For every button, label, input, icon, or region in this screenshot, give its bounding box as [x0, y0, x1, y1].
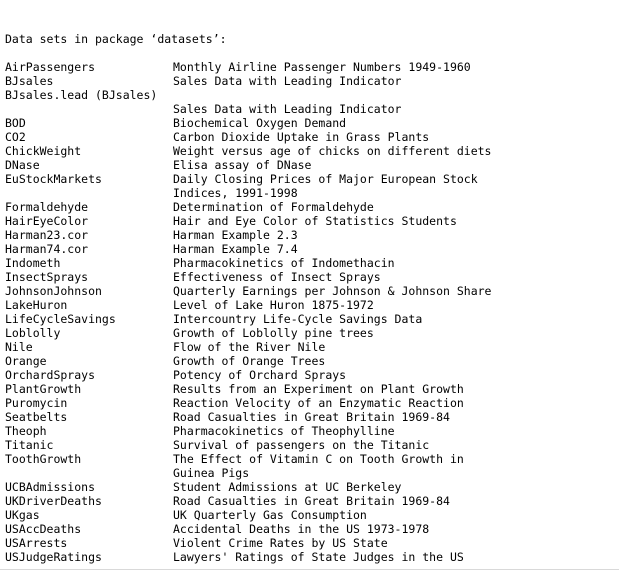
dataset-entry [5, 354, 615, 368]
dataset-entry [5, 116, 615, 130]
dataset-line [5, 354, 615, 368]
dataset-entry [5, 88, 615, 116]
dataset-line [5, 88, 615, 102]
dataset-description: Carbon Dioxide Uptake in Grass Plants [173, 130, 430, 144]
dataset-description: Lawyers' Ratings of State Judges in the US [173, 550, 464, 564]
dataset-entry [5, 200, 615, 214]
dataset-line [5, 424, 615, 438]
dataset-entry [5, 284, 615, 298]
dataset-name: Harman74.cor [5, 242, 89, 256]
dataset-line [5, 298, 615, 312]
dataset-description: Reaction Velocity of an Enzymatic Reaction [173, 396, 464, 410]
dataset-line [5, 550, 615, 564]
dataset-name: USArrests [5, 536, 68, 550]
dataset-description: Survival of passengers on the Titanic [173, 438, 430, 452]
dataset-description: Flow of the River Nile [173, 340, 326, 354]
dataset-line [5, 172, 615, 186]
dataset-description: Effectiveness of Insect Sprays [173, 270, 381, 284]
dataset-line [5, 382, 615, 396]
dataset-entry [5, 60, 615, 74]
dataset-entry [5, 480, 615, 494]
dataset-line [5, 60, 615, 74]
dataset-list[interactable] [5, 60, 615, 564]
dataset-description-continuation: Indices, 1991-1998 [173, 186, 298, 200]
dataset-description-continuation: Guinea Pigs [173, 466, 250, 480]
dataset-entry [5, 368, 615, 382]
dataset-name: Orange [5, 354, 47, 368]
dataset-line [5, 452, 615, 466]
dataset-name: USJudgeRatings [5, 550, 102, 564]
dataset-line [5, 158, 615, 172]
dataset-name: AirPassengers [5, 60, 96, 74]
dataset-line [5, 200, 615, 214]
dataset-line [5, 312, 615, 326]
dataset-description: Road Casualties in Great Britain 1969-84 [173, 494, 450, 508]
dataset-description: Growth of Orange Trees [173, 354, 326, 368]
dataset-entry [5, 508, 615, 522]
dataset-name: ToothGrowth [5, 452, 82, 466]
dataset-name: OrchardSprays [5, 368, 96, 382]
dataset-name: Puromycin [5, 396, 68, 410]
dataset-description: Results from an Experiment on Plant Growth [173, 382, 464, 396]
dataset-description: Road Casualties in Great Britain 1969-84 [173, 410, 450, 424]
dataset-line [5, 438, 615, 452]
dataset-name: DNase [5, 158, 40, 172]
dataset-line [5, 410, 615, 424]
dataset-name: Loblolly [5, 326, 61, 340]
dataset-name: LakeHuron [5, 298, 68, 312]
dataset-description: Quarterly Earnings per Johnson & Johnson Share [173, 284, 492, 298]
dataset-name: BJsales.lead (BJsales) [5, 88, 158, 102]
dataset-line [5, 116, 615, 130]
dataset-line [5, 256, 615, 270]
dataset-description: Determination of Formaldehyde [173, 200, 374, 214]
dataset-entry [5, 326, 615, 340]
dataset-description: Accidental Deaths in the US 1973-1978 [173, 522, 430, 536]
dataset-description: Sales Data with Leading Indicator [173, 74, 402, 88]
dataset-line [5, 74, 615, 88]
dataset-entry [5, 312, 615, 326]
dataset-entry [5, 242, 615, 256]
dataset-name: UCBAdmissions [5, 480, 96, 494]
dataset-description: Sales Data with Leading Indicator [173, 102, 402, 116]
dataset-entry [5, 158, 615, 172]
dataset-description: Pharmacokinetics of Indomethacin [173, 256, 395, 270]
dataset-entry [5, 270, 615, 284]
dataset-description: Monthly Airline Passenger Numbers 1949-1960 [173, 60, 471, 74]
dataset-description: Hair and Eye Color of Statistics Students [173, 214, 457, 228]
dataset-line [5, 214, 615, 228]
dataset-entry [5, 452, 615, 480]
dataset-line [5, 396, 615, 410]
dataset-entry [5, 256, 615, 270]
dataset-description: Student Admissions at UC Berkeley [173, 480, 402, 494]
dataset-description: Potency of Orchard Sprays [173, 368, 347, 382]
dataset-line [5, 130, 615, 144]
dataset-name: HairEyeColor [5, 214, 89, 228]
dataset-entry [5, 172, 615, 200]
dataset-description: Intercountry Life-Cycle Savings Data [173, 312, 423, 326]
dataset-description: UK Quarterly Gas Consumption [173, 508, 367, 522]
dataset-description: Daily Closing Prices of Major European Stock [173, 172, 478, 186]
dataset-name: PlantGrowth [5, 382, 82, 396]
dataset-entry [5, 144, 615, 158]
dataset-name: ChickWeight [5, 144, 82, 158]
dataset-line [5, 494, 615, 508]
dataset-entry [5, 438, 615, 452]
dataset-name: Harman23.cor [5, 228, 89, 242]
dataset-description: Elisa assay of DNase [173, 158, 312, 172]
dataset-name: Nile [5, 340, 33, 354]
dataset-description: Pharmacokinetics of Theophylline [173, 424, 395, 438]
dataset-line [5, 536, 615, 550]
dataset-description: Harman Example 2.3 [173, 228, 298, 242]
dataset-entry [5, 382, 615, 396]
dataset-entry [5, 396, 615, 410]
dataset-entry [5, 228, 615, 242]
dataset-entry [5, 522, 615, 536]
dataset-description: Level of Lake Huron 1875-1972 [173, 298, 374, 312]
dataset-entry [5, 340, 615, 354]
dataset-entry [5, 410, 615, 424]
dataset-name: CO2 [5, 130, 26, 144]
dataset-name: InsectSprays [5, 270, 89, 284]
dataset-line [5, 144, 615, 158]
dataset-name: JohnsonJohnson [5, 284, 102, 298]
dataset-name: Titanic [5, 438, 54, 452]
dataset-line [5, 480, 615, 494]
dataset-entry [5, 130, 615, 144]
dataset-entry [5, 424, 615, 438]
dataset-line [5, 368, 615, 382]
dataset-entry [5, 74, 615, 88]
dataset-line [5, 522, 615, 536]
dataset-name: Formaldehyde [5, 200, 89, 214]
dataset-description: Violent Crime Rates by US State [173, 536, 388, 550]
dataset-name: BOD [5, 116, 26, 130]
dataset-name: Seatbelts [5, 410, 68, 424]
dataset-name: USAccDeaths [5, 522, 82, 536]
dataset-entry [5, 494, 615, 508]
dataset-description: Harman Example 7.4 [173, 242, 298, 256]
dataset-line [5, 508, 615, 522]
dataset-description: Biochemical Oxygen Demand [173, 116, 347, 130]
dataset-entry [5, 214, 615, 228]
dataset-line [5, 270, 615, 284]
dataset-description: Weight versus age of chicks on different diets [173, 144, 492, 158]
dataset-name: BJsales [5, 74, 54, 88]
dataset-name: LifeCycleSavings [5, 312, 116, 326]
dataset-name: UKDriverDeaths [5, 494, 102, 508]
dataset-entry [5, 550, 615, 564]
dataset-line [5, 284, 615, 298]
dataset-line [5, 326, 615, 340]
dataset-name: EuStockMarkets [5, 172, 102, 186]
datasets-header: Data sets in package ‘datasets’: [5, 32, 227, 46]
dataset-name: Theoph [5, 424, 47, 438]
dataset-line [5, 228, 615, 242]
dataset-entry [5, 536, 615, 550]
dataset-description: The Effect of Vitamin C on Tooth Growth in [173, 452, 464, 466]
dataset-line [5, 242, 615, 256]
dataset-name: UKgas [5, 508, 40, 522]
dataset-entry [5, 298, 615, 312]
dataset-description: Growth of Loblolly pine trees [173, 326, 374, 340]
dataset-name: Indometh [5, 256, 61, 270]
dataset-line [5, 340, 615, 354]
